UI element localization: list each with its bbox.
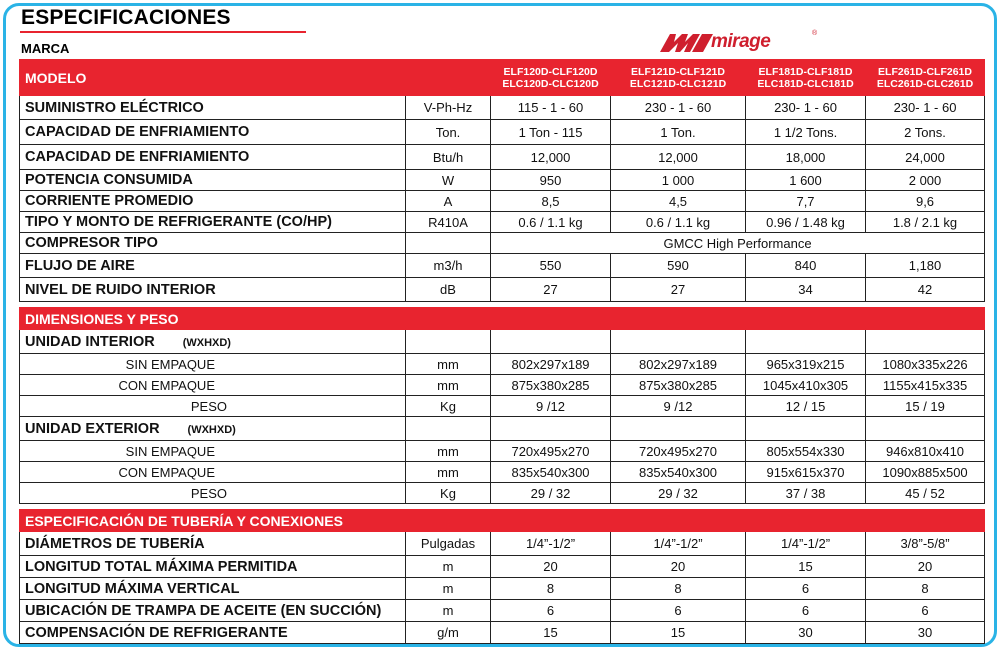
section-title: ESPECIFICACIÓN DE TUBERÍA Y CONEXIONES bbox=[20, 510, 985, 532]
row-label: UBICACIÓN DE TRAMPA DE ACEITE (EN SUCCIÓN) bbox=[20, 600, 406, 622]
row-label: FLUJO DE AIRE bbox=[20, 254, 406, 278]
row-value: 720x495x270 bbox=[491, 441, 611, 462]
spec-row bbox=[20, 254, 985, 278]
row-unit: Ton. bbox=[406, 120, 491, 145]
spec-row bbox=[20, 600, 985, 622]
row-value: 550 bbox=[491, 254, 611, 278]
row-value: 27 bbox=[491, 278, 611, 302]
row-value: 1045x410x305 bbox=[746, 375, 866, 396]
row-label: COMPRESOR TIPO bbox=[20, 233, 406, 254]
row-unit: mm bbox=[406, 462, 491, 483]
row-value: 6 bbox=[866, 600, 985, 622]
row-label: NIVEL DE RUIDO INTERIOR bbox=[20, 278, 406, 302]
model-header-label: MODELO bbox=[20, 60, 491, 96]
empty-cell bbox=[491, 330, 611, 354]
row-unit: R410A bbox=[406, 212, 491, 233]
dim-row bbox=[20, 354, 985, 375]
row-unit: g/m bbox=[406, 622, 491, 644]
empty-cell bbox=[866, 417, 985, 441]
row-label: CAPACIDAD DE ENFRIAMIENTO bbox=[20, 120, 406, 145]
row-label: POTENCIA CONSUMIDA bbox=[20, 170, 406, 191]
row-value: 720x495x270 bbox=[611, 441, 746, 462]
unit-header-exterior bbox=[20, 417, 985, 441]
row-value: 37 / 38 bbox=[746, 483, 866, 504]
row-value: 4,5 bbox=[611, 191, 746, 212]
row-value: 34 bbox=[746, 278, 866, 302]
model-code: ELC181D-CLC181D bbox=[757, 77, 854, 90]
row-value: 805x554x330 bbox=[746, 441, 866, 462]
row-value: 875x380x285 bbox=[611, 375, 746, 396]
spec-row bbox=[20, 278, 985, 302]
empty-cell bbox=[746, 330, 866, 354]
row-value: 835x540x300 bbox=[611, 462, 746, 483]
marca-label: MARCA bbox=[21, 41, 70, 56]
row-label: CON EMPAQUE bbox=[20, 462, 406, 483]
row-value: 8 bbox=[866, 578, 985, 600]
row-value: 27 bbox=[611, 278, 746, 302]
row-value: 1/4”-1/2” bbox=[611, 532, 746, 556]
spec-row bbox=[20, 96, 985, 120]
row-label: CAPACIDAD DE ENFRIAMIENTO bbox=[20, 145, 406, 170]
row-label: DIÁMETROS DE TUBERÍA bbox=[20, 532, 406, 556]
row-value: 20 bbox=[491, 556, 611, 578]
section-tuberia bbox=[20, 510, 985, 532]
row-value: 1 1/2 Tons. bbox=[746, 120, 866, 145]
row-label: LONGITUD MÁXIMA VERTICAL bbox=[20, 578, 406, 600]
row-value: 2 Tons. bbox=[866, 120, 985, 145]
row-value: 946x810x410 bbox=[866, 441, 985, 462]
section-dimensiones bbox=[20, 308, 985, 330]
row-value: 1 Ton - 115 bbox=[491, 120, 611, 145]
model-code: ELC261D-CLC261D bbox=[876, 77, 974, 90]
row-unit: m bbox=[406, 578, 491, 600]
row-unit: mm bbox=[406, 375, 491, 396]
brand-registered-mark: ® bbox=[812, 30, 818, 37]
model-header-cell bbox=[866, 60, 985, 96]
row-unit: Kg bbox=[406, 396, 491, 417]
row-value: 29 / 32 bbox=[491, 483, 611, 504]
row-label: SUMINISTRO ELÉCTRICO bbox=[20, 96, 406, 120]
spec-row-compresor bbox=[20, 233, 985, 254]
model-header-row bbox=[20, 60, 985, 96]
row-value: 1.8 / 2.1 kg bbox=[866, 212, 985, 233]
row-value: 7,7 bbox=[746, 191, 866, 212]
row-unit: Btu/h bbox=[406, 145, 491, 170]
unit-label bbox=[20, 417, 406, 441]
row-unit: m bbox=[406, 556, 491, 578]
row-value: 875x380x285 bbox=[491, 375, 611, 396]
spec-row bbox=[20, 145, 985, 170]
row-label: LONGITUD TOTAL MÁXIMA PERMITIDA bbox=[20, 556, 406, 578]
row-value: 15 bbox=[746, 556, 866, 578]
row-value: 230- 1 - 60 bbox=[746, 96, 866, 120]
model-code: ELF120D-CLF120D bbox=[503, 65, 598, 78]
unit-name: UNIDAD EXTERIOR bbox=[25, 420, 160, 437]
row-value: 1/4”-1/2” bbox=[746, 532, 866, 556]
row-value: 965x319x215 bbox=[746, 354, 866, 375]
row-value: 1080x335x226 bbox=[866, 354, 985, 375]
row-value: 1155x415x335 bbox=[866, 375, 985, 396]
row-label: PESO bbox=[20, 396, 406, 417]
row-unit: V-Ph-Hz bbox=[406, 96, 491, 120]
brand-name: mirage bbox=[711, 31, 771, 52]
page-title: ESPECIFICACIONES bbox=[21, 6, 231, 29]
model-code: ELF261D-CLF261D bbox=[878, 65, 972, 78]
row-value: 1/4”-1/2” bbox=[491, 532, 611, 556]
model-code: ELF121D-CLF121D bbox=[631, 65, 725, 78]
row-value: 8 bbox=[491, 578, 611, 600]
dim-row bbox=[20, 441, 985, 462]
row-value: 6 bbox=[491, 600, 611, 622]
model-code: ELC120D-CLC120D bbox=[502, 77, 599, 90]
spec-row bbox=[20, 532, 985, 556]
unit-label bbox=[20, 330, 406, 354]
row-value: 12,000 bbox=[611, 145, 746, 170]
row-value: 1 Ton. bbox=[611, 120, 746, 145]
row-value: 915x615x370 bbox=[746, 462, 866, 483]
row-value: 590 bbox=[611, 254, 746, 278]
dim-row bbox=[20, 396, 985, 417]
row-value: 3/8”-5/8” bbox=[866, 532, 985, 556]
row-value: 1 600 bbox=[746, 170, 866, 191]
row-label: SIN EMPAQUE bbox=[20, 354, 406, 375]
model-header-cell bbox=[746, 60, 866, 96]
spec-row bbox=[20, 622, 985, 644]
unit-dims: (WXHXD) bbox=[187, 423, 236, 436]
row-unit: mm bbox=[406, 354, 491, 375]
spec-row bbox=[20, 556, 985, 578]
row-value: 9,6 bbox=[866, 191, 985, 212]
row-value: 45 / 52 bbox=[866, 483, 985, 504]
empty-cell bbox=[611, 330, 746, 354]
row-value: 6 bbox=[746, 600, 866, 622]
spec-row bbox=[20, 212, 985, 233]
row-value: 15 bbox=[611, 622, 746, 644]
row-value: 12,000 bbox=[491, 145, 611, 170]
row-value: 15 / 19 bbox=[866, 396, 985, 417]
dim-row bbox=[20, 462, 985, 483]
row-value: 230- 1 - 60 bbox=[866, 96, 985, 120]
model-header-cell bbox=[611, 60, 746, 96]
row-value: 835x540x300 bbox=[491, 462, 611, 483]
row-unit: Kg bbox=[406, 483, 491, 504]
row-label: TIPO Y MONTO DE REFRIGERANTE (CO/HP) bbox=[20, 212, 406, 233]
empty-cell bbox=[406, 417, 491, 441]
row-value: 2 000 bbox=[866, 170, 985, 191]
row-unit: Pulgadas bbox=[406, 532, 491, 556]
row-value: 802x297x189 bbox=[611, 354, 746, 375]
empty-cell bbox=[746, 417, 866, 441]
title-underline bbox=[20, 31, 306, 33]
row-value: 840 bbox=[746, 254, 866, 278]
row-unit: W bbox=[406, 170, 491, 191]
mirage-logo bbox=[658, 30, 828, 56]
row-unit: m bbox=[406, 600, 491, 622]
row-unit bbox=[406, 233, 491, 254]
model-code: ELC121D-CLC121D bbox=[629, 77, 727, 90]
row-value: 20 bbox=[866, 556, 985, 578]
row-unit: mm bbox=[406, 441, 491, 462]
spec-row bbox=[20, 120, 985, 145]
spec-row bbox=[20, 578, 985, 600]
row-value: 24,000 bbox=[866, 145, 985, 170]
dim-row bbox=[20, 375, 985, 396]
row-value: 0.6 / 1.1 kg bbox=[611, 212, 746, 233]
row-value: 1,180 bbox=[866, 254, 985, 278]
unit-header-interior bbox=[20, 330, 985, 354]
row-label: SIN EMPAQUE bbox=[20, 441, 406, 462]
row-value: 12 / 15 bbox=[746, 396, 866, 417]
row-value: 6 bbox=[746, 578, 866, 600]
row-label: CON EMPAQUE bbox=[20, 375, 406, 396]
row-value: 29 / 32 bbox=[611, 483, 746, 504]
row-label: PESO bbox=[20, 483, 406, 504]
row-value: 950 bbox=[491, 170, 611, 191]
row-value: 802x297x189 bbox=[491, 354, 611, 375]
row-value: 230 - 1 - 60 bbox=[611, 96, 746, 120]
row-value: 9 /12 bbox=[611, 396, 746, 417]
row-value: 1090x885x500 bbox=[866, 462, 985, 483]
row-value: 0.6 / 1.1 kg bbox=[491, 212, 611, 233]
row-value: 8,5 bbox=[491, 191, 611, 212]
spec-row bbox=[20, 170, 985, 191]
spec-table bbox=[19, 59, 985, 644]
row-value: 9 /12 bbox=[491, 396, 611, 417]
row-unit: A bbox=[406, 191, 491, 212]
model-header-cell bbox=[491, 60, 611, 96]
row-value: 30 bbox=[746, 622, 866, 644]
empty-cell bbox=[611, 417, 746, 441]
row-unit: m3/h bbox=[406, 254, 491, 278]
empty-cell bbox=[866, 330, 985, 354]
dim-row bbox=[20, 483, 985, 504]
row-unit: dB bbox=[406, 278, 491, 302]
unit-dims: (WXHXD) bbox=[182, 336, 231, 349]
row-value: 1 000 bbox=[611, 170, 746, 191]
row-value: 15 bbox=[491, 622, 611, 644]
row-label: COMPENSACIÓN DE REFRIGERANTE bbox=[20, 622, 406, 644]
row-value: 20 bbox=[611, 556, 746, 578]
empty-cell bbox=[406, 330, 491, 354]
model-code: ELF181D-CLF181D bbox=[758, 65, 853, 78]
mirage-logo-icon bbox=[658, 30, 714, 56]
row-label: CORRIENTE PROMEDIO bbox=[20, 191, 406, 212]
row-value: 6 bbox=[611, 600, 746, 622]
row-value: 18,000 bbox=[746, 145, 866, 170]
empty-cell bbox=[491, 417, 611, 441]
unit-name: UNIDAD INTERIOR bbox=[25, 333, 155, 350]
row-value: 0.96 / 1.48 kg bbox=[746, 212, 866, 233]
row-value: 8 bbox=[611, 578, 746, 600]
row-value: 30 bbox=[866, 622, 985, 644]
row-value: 115 - 1 - 60 bbox=[491, 96, 611, 120]
row-value: 42 bbox=[866, 278, 985, 302]
row-value: GMCC High Performance bbox=[491, 233, 985, 254]
section-title: DIMENSIONES Y PESO bbox=[20, 308, 985, 330]
spec-row bbox=[20, 191, 985, 212]
